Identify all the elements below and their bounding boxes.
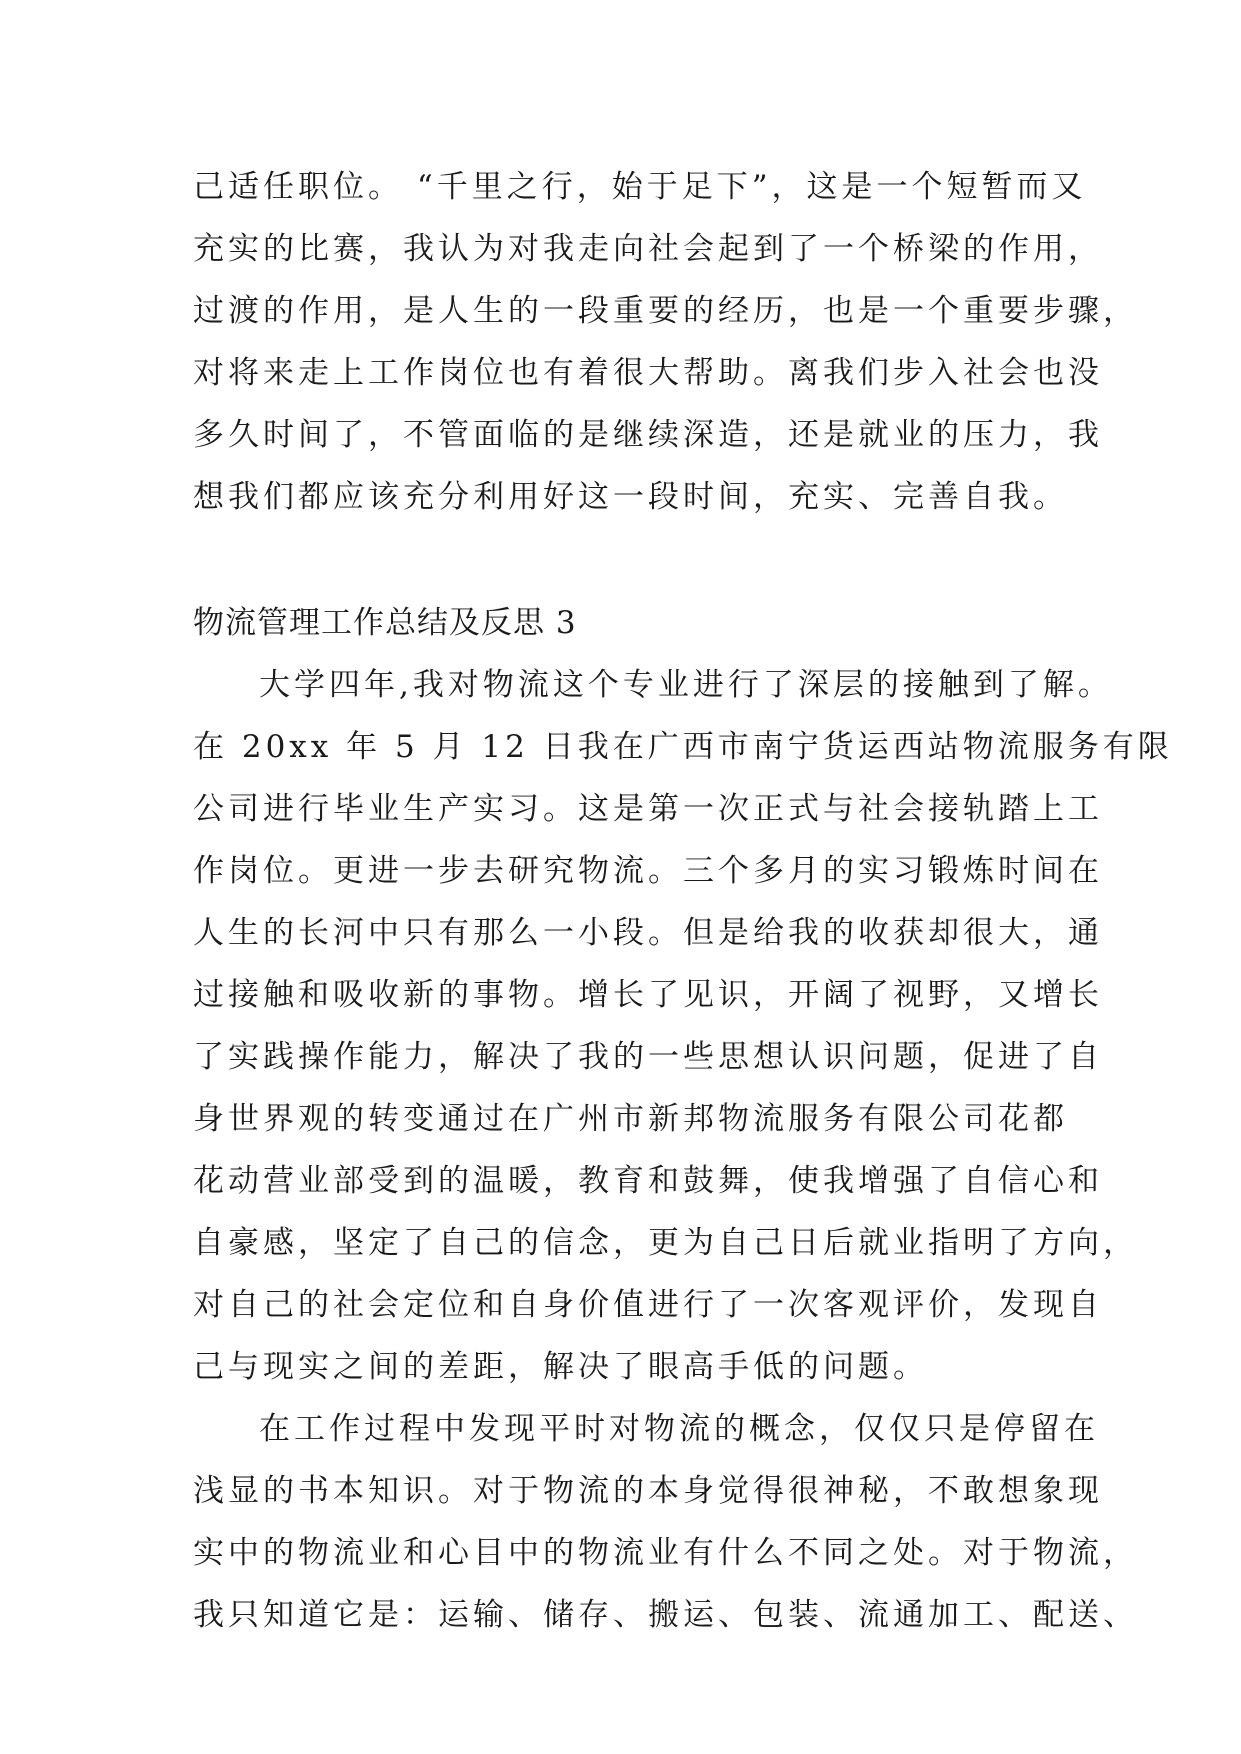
text-line: 浅显的书本知识。对于物流的本身觉得很神秘，不敢想象现 — [193, 1473, 1103, 1509]
text-line: 想我们都应该充分利用好这一段时间，充实、完善自我。 — [193, 479, 1068, 515]
text-line: 己适任职位。 “千里之行，始于足下”，这是一个短暂而又 — [193, 169, 1087, 205]
document-body — [193, 156, 1173, 1646]
text-line: 多久时间了，不管面临的是继续深造，还是就业的压力，我 — [193, 417, 1103, 453]
paragraph-continued — [193, 156, 1138, 528]
text-line: 人生的长河中只有那么一小段。但是给我的收获却很大，通 — [193, 915, 1103, 951]
section-heading: 物流管理工作总结及反思 3 — [193, 605, 577, 641]
text-line: 己与现实之间的差距，解决了眼高手低的问题。 — [193, 1349, 928, 1385]
text-line: 我只知道它是：运输、储存、搬运、包装、流通加工、配送、 — [193, 1597, 1138, 1633]
text-line: 实中的物流业和心目中的物流业有什么不同之处。对于物流， — [193, 1535, 1138, 1571]
text-line: 对自己的社会定位和自身价值进行了一次客观评价，发现自 — [193, 1287, 1103, 1323]
text-line: 身世界观的转变通过在广州市新邦物流服务有限公司花都 — [193, 1101, 1068, 1137]
text-line: 自豪感，坚定了自己的信念，更为自己日后就业指明了方向， — [193, 1225, 1138, 1261]
section-gap — [193, 528, 1073, 592]
text-line: 对将来走上工作岗位也有着很大帮助。离我们步入社会也没 — [193, 355, 1103, 391]
text-line: 公司进行毕业生产实习。这是第一次正式与社会接轨踏上工 — [193, 791, 1103, 827]
text-line: 大学四年,我对物流这个专业进行了深层的接触到了解。 — [259, 667, 1113, 703]
text-line: 在 20xx 年 5 月 12 日我在广西市南宁货运西站物流服务有限 — [193, 729, 1173, 765]
text-line: 过渡的作用，是人生的一段重要的经历，也是一个重要步骤， — [193, 293, 1138, 329]
text-line: 在工作过程中发现平时对物流的概念，仅仅只是停留在 — [259, 1411, 1099, 1447]
text-line: 过接触和吸收新的事物。增长了见识，开阔了视野，又增长 — [193, 977, 1103, 1013]
text-line: 充实的比赛，我认为对我走向社会起到了一个桥梁的作用， — [193, 231, 1103, 267]
paragraph-2 — [193, 1398, 1138, 1646]
paragraph-1 — [193, 654, 1173, 1398]
text-line: 花动营业部受到的温暖，教育和鼓舞，使我增强了自信心和 — [193, 1163, 1103, 1199]
text-line: 了实践操作能力，解决了我的一些思想认识问题，促进了自 — [193, 1039, 1103, 1075]
text-line: 作岗位。更进一步去研究物流。三个多月的实习锻炼时间在 — [193, 853, 1103, 889]
